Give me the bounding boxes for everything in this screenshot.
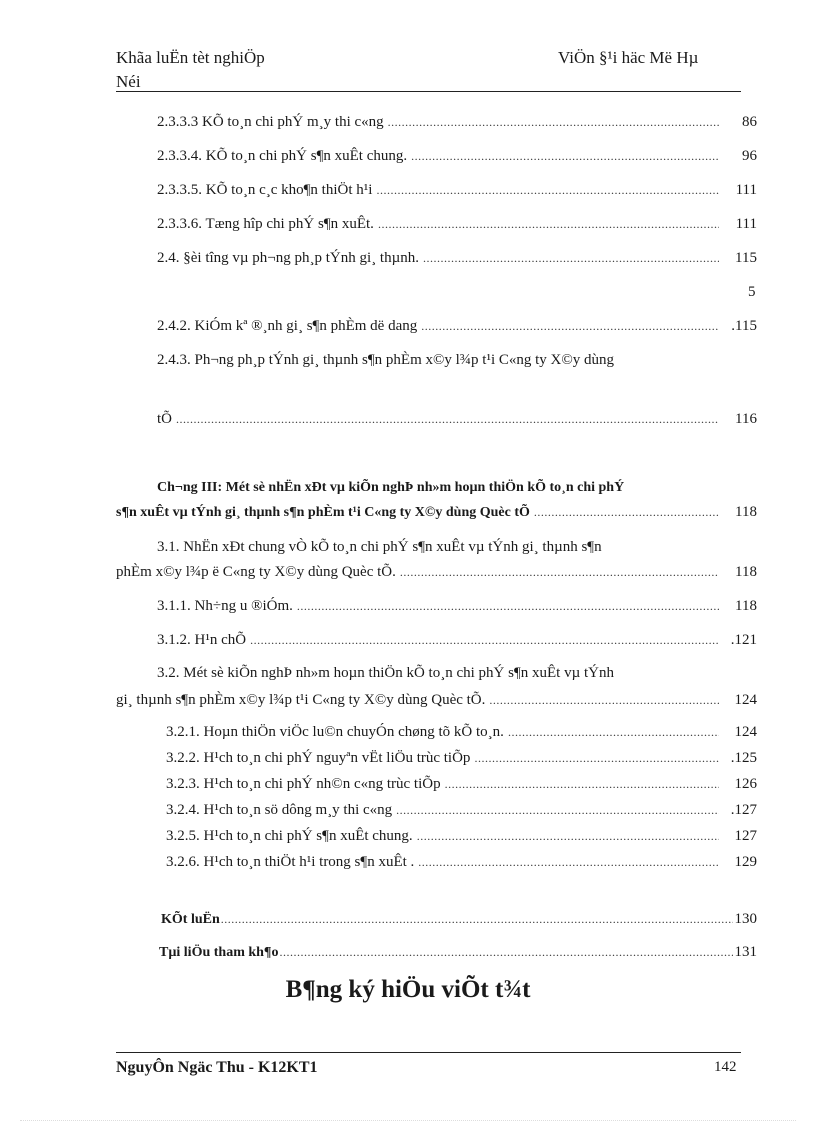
toc-entry-page: 116 xyxy=(735,411,757,427)
dot-leader xyxy=(411,149,719,164)
dot-leader xyxy=(396,803,719,818)
toc-entry xyxy=(157,114,757,131)
page-edge-divider xyxy=(20,1120,796,1121)
toc-entry xyxy=(166,724,757,741)
dot-leader xyxy=(418,855,719,870)
header-thesis-label-cont: Néi xyxy=(116,72,141,91)
toc-entry xyxy=(157,632,757,649)
toc-entry-page: 126 xyxy=(734,776,757,792)
toc-entry-title: 2.3.3.4. KÕ to¸n chi phÝ s¶n xuÊt chung. xyxy=(157,148,408,164)
toc-entry xyxy=(166,776,757,793)
toc-entry xyxy=(157,250,757,267)
toc-entry xyxy=(157,148,757,165)
toc-entry-title: 2.3.3.6. Tæng hîp chi phÝ s¶n xuÊt. xyxy=(157,216,374,232)
toc-entry xyxy=(166,750,757,767)
toc-entry-title-line1: 2.4.3. Ph¬ng ph¸p tÝnh gi¸ thµnh s¶n phÈm x©y l¾p t¹i C«ng ty X©y dùng xyxy=(157,352,615,368)
toc-entry-title: 3.1.1. Nh÷ng u ®iÓm. xyxy=(157,598,293,614)
toc-entry xyxy=(116,564,757,581)
dot-leader xyxy=(250,633,719,648)
toc-entry-title: 2.3.3.3 KÕ to¸n chi phÝ m¸y thi c«ng xyxy=(157,114,384,130)
dot-leader xyxy=(489,693,719,708)
toc-entry-page: .121 xyxy=(730,632,757,648)
footer-rule xyxy=(116,1052,741,1053)
toc-entry-title: tÕ xyxy=(157,411,172,427)
toc-entry-page: .115 xyxy=(731,318,757,334)
toc-entry-title: phÈm x©y l¾p ë C«ng ty X©y dùng Quèc tÕ. xyxy=(116,564,396,580)
toc-entry xyxy=(157,216,757,233)
toc-entry-page: .127 xyxy=(730,802,757,818)
toc-entry xyxy=(116,692,757,709)
toc-entry-page: 115 xyxy=(735,250,757,266)
toc-entry-page: 96 xyxy=(742,148,757,164)
toc-entry-title: Tµi liÖu tham kh¶o xyxy=(159,945,279,960)
toc-entry xyxy=(157,182,757,199)
toc-entry-title: 2.3.3.5. KÕ to¸n c¸c kho¶n thiÖt h¹i xyxy=(157,182,373,198)
dot-leader xyxy=(400,565,719,580)
header-thesis-label: Khãa luËn tèt nghiÖp xyxy=(116,48,265,67)
toc-entry-title: 3.2.3. H¹ch to¸n chi phÝ nh©n c«ng trùc tiÕp xyxy=(166,776,441,792)
dot-leader xyxy=(421,319,719,334)
toc-entry-title: 3.2.4. H¹ch to¸n sö dông m¸y thi c«ng xyxy=(166,802,393,818)
dot-leader xyxy=(474,751,719,766)
toc-entry-title-line1: 3.1. NhËn xÐt chung vÒ kÕ to¸n chi phÝ s¶n xuÊt vµ tÝnh gi¸ thµnh s¶n xyxy=(157,539,602,555)
toc-entry-page: 127 xyxy=(734,828,757,844)
footer-page-number: 142 xyxy=(714,1059,737,1075)
toc-entry-page: 124 xyxy=(734,692,757,708)
toc-entry xyxy=(161,911,757,928)
toc-chapter-entry xyxy=(116,504,757,521)
toc-entry-title-line1: 3.2. Mét sè kiÕn nghÞ nh»m hoµn thiÖn kÕ to¸n chi phÝ s¶n xuÊt vµ tÝnh xyxy=(157,665,614,681)
toc-entry-page: 118 xyxy=(735,564,757,580)
toc-entry-title: gi¸ thµnh s¶n phÈm x©y l¾p t¹i C«ng ty X©y dùng Quèc tÕ. xyxy=(116,692,486,708)
toc-entry-page: 118 xyxy=(735,598,757,614)
dot-leader xyxy=(376,183,719,198)
dot-leader xyxy=(297,599,719,614)
toc-entry-title: KÕt luËn xyxy=(161,912,220,927)
toc-entry-page: 129 xyxy=(734,854,757,870)
toc-entry-title: 3.1.2. H¹n chÕ xyxy=(157,632,247,648)
header-institute: ViÖn §¹i häc Më Hµ xyxy=(558,48,699,67)
toc-entry-title: 2.4.2. KiÓm kª ®¸nh gi¸ s¶n phÈm dë dang xyxy=(157,318,418,334)
toc-page-wrap: 5 xyxy=(748,284,756,300)
toc-entry-page: 124 xyxy=(734,724,757,740)
toc-entry-title: 3.2.2. H¹ch to¸n chi phÝ nguyªn vËt liÖu trùc tiÕp xyxy=(166,750,471,766)
toc-entry xyxy=(157,318,757,335)
dot-leader xyxy=(445,777,719,792)
dot-leader xyxy=(378,217,719,232)
toc-entry xyxy=(166,828,757,845)
toc-entry-title: 2.4. §èi tîng vµ ph¬ng ph¸p tÝnh gi¸ thµnh. xyxy=(157,250,419,266)
dot-leader xyxy=(417,829,719,844)
toc-entry-page: 111 xyxy=(735,182,757,198)
toc-entry xyxy=(157,598,757,615)
dot-leader xyxy=(388,115,719,130)
section-heading: B¶ng ký hiÖu viÕt t¾t xyxy=(285,976,531,1003)
dot-leader xyxy=(508,725,719,740)
toc-entry-page: 118 xyxy=(735,504,757,520)
chapter-title-line1: Ch¬ng III: Mét sè nhËn xÐt vµ kiÕn nghÞ nh»m hoµn thiÖn kÕ to¸n chi phÝ xyxy=(157,480,625,495)
toc-entry-page: 131 xyxy=(734,944,757,960)
toc-entry-title: 3.2.1. Hoµn thiÖn viÖc lu©n chuyÓn chøng tõ kÕ to¸n. xyxy=(166,724,504,740)
footer-author: NguyÔn Ngäc Thu - K12KT1 xyxy=(116,1059,318,1076)
dot-leader xyxy=(280,945,734,960)
toc-entry xyxy=(157,411,757,428)
toc-entry xyxy=(159,944,757,961)
toc-entry-page: 111 xyxy=(735,216,757,232)
toc-entry-page: 130 xyxy=(734,911,757,927)
toc-entry-title: 3.2.6. H¹ch to¸n thiÖt h¹i trong s¶n xuÊt . xyxy=(166,854,415,870)
toc-entry-title: s¶n xuÊt vµ tÝnh gi¸ thµnh s¶n phÈm t¹i C«ng ty X©y dùng Quèc tÕ xyxy=(116,505,530,520)
toc-entry-page: .125 xyxy=(730,750,757,766)
toc-entry xyxy=(166,854,757,871)
dot-leader xyxy=(221,912,733,927)
dot-leader xyxy=(423,251,719,266)
toc-entry-page: 86 xyxy=(742,114,757,130)
dot-leader xyxy=(176,412,719,427)
dot-leader xyxy=(534,505,719,520)
toc-entry-title: 3.2.5. H¹ch to¸n chi phÝ s¶n xuÊt chung. xyxy=(166,828,413,844)
toc-entry xyxy=(166,802,757,819)
